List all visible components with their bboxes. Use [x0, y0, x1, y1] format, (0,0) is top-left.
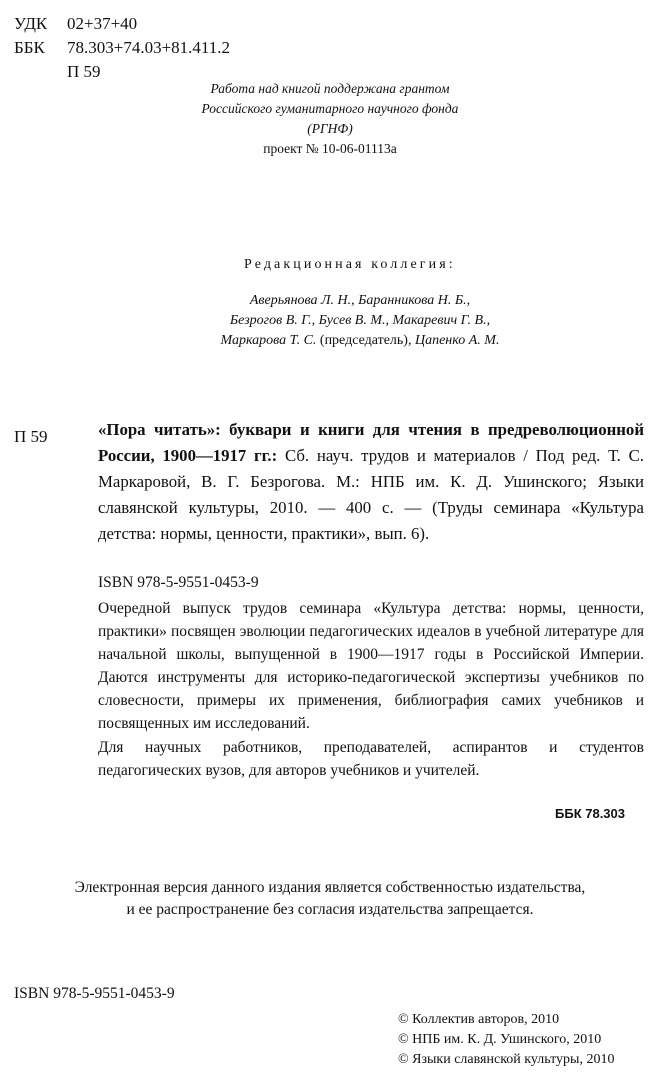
board-chair-role: (председатель),: [316, 333, 415, 348]
electronic-line-2: и ее распространение без согласия издательства запрещается.: [126, 901, 534, 918]
electronic-version-notice: [20, 877, 640, 921]
board-chair-name: Маркарова Т. С.: [220, 333, 317, 348]
isbn-bottom: ISBN 978-5-9551-0453-9: [14, 985, 175, 1002]
annotation: [98, 597, 644, 782]
author-sign: П 59: [67, 62, 101, 81]
entry-sign: П 59: [14, 427, 48, 446]
copyright-block: [398, 1010, 614, 1070]
copyright-line: © Языки славянской культуры, 2010: [398, 1052, 615, 1067]
udk-value: 02+37+40: [67, 14, 138, 33]
annotation-paragraph-1: Очередной выпуск трудов семинара «Культура детства: нормы, ценности, практики» посвящен эволюции педагогических идеалов в учебной литературе для начальной школы, выпущенной в 1900—1917 годы в Российской Империи. Даются инструменты для историко-педагогической экспертизы учебников по словесности, примеры их применения, библиография самих учебников и посвященных им исследований.: [98, 600, 644, 732]
udk-row: [14, 12, 230, 36]
entry-title: «Пора читать»: буквари и книги для чтения в предреволюционной России, 1900—1917 гг.:: [98, 420, 644, 465]
board-line-3: [150, 331, 570, 351]
bbk-label: ББК: [14, 38, 45, 57]
grant-project-number: проект № 10-06-01113а: [263, 141, 397, 156]
bbk-value: 78.303+74.03+81.411.2: [67, 38, 231, 57]
annotation-paragraph-2: Для научных работников, преподавателей, аспирантов и студентов педагогических вузов, для авторов учебников и учителей.: [98, 739, 644, 779]
copyright-line: © НПБ им. К. Д. Ушинского, 2010: [398, 1032, 602, 1047]
grant-notice: [120, 79, 540, 159]
copyright-line: © Коллектив авторов, 2010: [398, 1012, 560, 1027]
isbn-top: ISBN 978-5-9551-0453-9: [98, 574, 259, 591]
board-member-last: Цапенко А. М.: [414, 333, 500, 348]
electronic-line-1: Электронная версия данного издания является собственностью издательства,: [74, 879, 586, 896]
grant-line-3: (РГНФ): [307, 121, 353, 136]
board-line-1: Аверьянова Л. Н., Баранникова Н. Б.,: [249, 293, 471, 308]
bbk-short: ББК 78.303: [555, 806, 625, 821]
classification-codes: [14, 12, 230, 84]
grant-line-1: Работа над книгой поддержана грантом: [210, 81, 450, 96]
board-line-2: Безрогов В. Г., Бусев В. М., Макаревич Г. В.,: [229, 313, 491, 328]
bbk-row: [14, 36, 230, 60]
grant-line-2: Российского гуманитарного научного фонда: [201, 101, 459, 116]
bibliographic-entry: [98, 417, 644, 547]
udk-label: УДК: [14, 14, 48, 33]
editorial-board-members: [150, 291, 570, 351]
entry-details: Сб. науч. трудов и материалов / Под ред. Т. С. Маркаровой, В. Г. Безрогова. М.: НПБ им. К. Д. Ушинского; Языки славянской культуры, 2010. — 400 с. — (Труды семинара «Культура детства: нормы, ценности, практики», вып. 6).: [98, 446, 644, 543]
editorial-board-title: Редакционная коллегия:: [244, 257, 456, 272]
